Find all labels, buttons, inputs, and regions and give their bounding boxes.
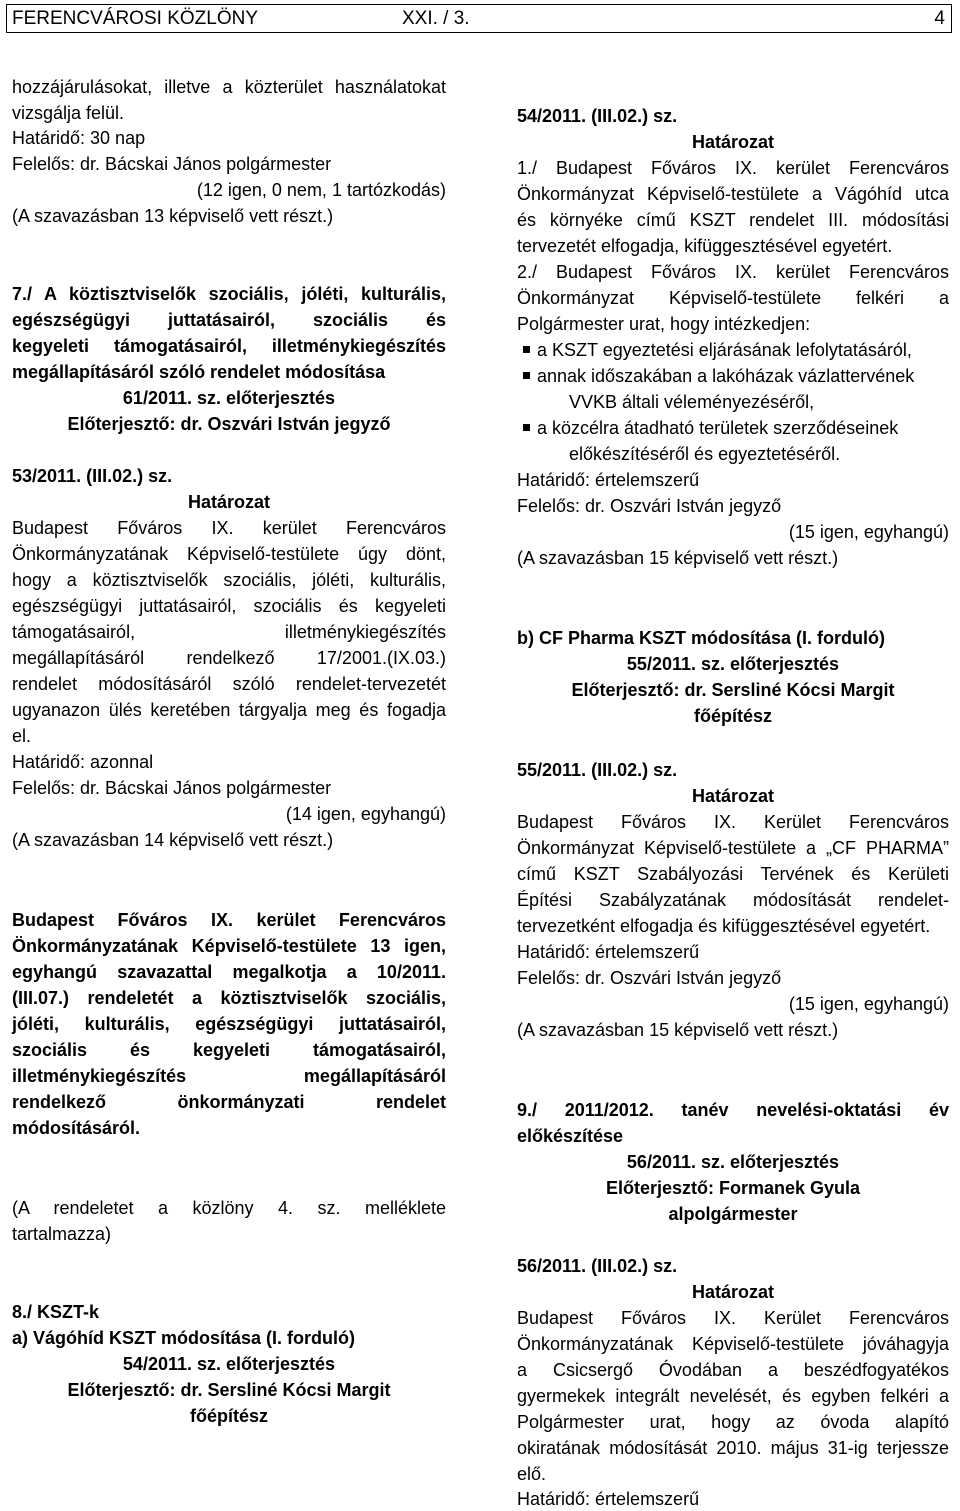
page-number: 4 xyxy=(934,8,945,29)
bullet-continuation: VVKB általi véleményezéséről, xyxy=(569,392,815,412)
text-line: tervezetét elfogadja, kifüggesztésével egyetért. xyxy=(517,236,893,256)
responsible: Felelős: dr. Bácskai János polgármester xyxy=(12,778,332,798)
proposer: Előterjesztő: Formanek Gyula xyxy=(605,1178,861,1198)
text-line: támogatásairól, illetménykiegészítés xyxy=(12,622,446,642)
bullet-continuation: előkészítéséről és egyeztetéséről. xyxy=(569,444,841,464)
resolution-number: 53/2011. (III.02.) sz. xyxy=(12,466,173,486)
agenda-item-title: 8./ KSZT-k xyxy=(12,1302,100,1322)
responsible: Felelős: dr. Oszvári István jegyző xyxy=(517,968,782,988)
regulation-text: egyhangú szavazattal megalkotja a 10/2011. xyxy=(12,962,446,982)
regulation-text: jóléti, kulturális, egészségügyi juttatásairól, xyxy=(12,1014,446,1034)
text-line: ugyanazon ülés keretében tárgyalja meg és fogadja xyxy=(12,700,446,720)
text-line: Polgármester urat, hogy intézkedjen: xyxy=(517,314,811,334)
text-line: hozzájárulásokat, illetve a közterület használatokat xyxy=(12,77,446,97)
text-line: Önkormányzatának Képviselő-testülete úgy dönt, xyxy=(12,544,446,564)
annex-note: (A rendeletet a közlöny 4. sz. melléklete xyxy=(12,1198,446,1218)
vote-result: (15 igen, egyhangú) xyxy=(788,994,949,1014)
text-line: 2./ Budapest Főváros IX. kerület Ferencváros xyxy=(517,262,949,282)
deadline: Határidő: 30 nap xyxy=(12,128,146,148)
proposer-title: alpolgármester xyxy=(668,1204,798,1224)
deadline: Határidő: értelemszerű xyxy=(517,1489,700,1509)
text-line: című KSZT Szabályozási Tervének és Kerületi xyxy=(517,864,949,884)
regulation-text: szociális és kegyeleti támogatásairól, xyxy=(12,1040,446,1060)
vote-result: (14 igen, egyhangú) xyxy=(285,804,446,824)
text-line: Polgármester urat, hogy az óvoda alapító xyxy=(517,1412,949,1432)
proposal-number: 56/2011. sz. előterjesztés xyxy=(626,1152,840,1172)
text-line: Építési Szabályzatának módosítását rendelet- xyxy=(517,890,949,910)
text-line: Budapest Főváros IX. kerület Ferencváros xyxy=(12,518,446,538)
text-line: tervezetként elfogadja és kifüggesztésével egyetért. xyxy=(517,916,931,936)
sub-item-title: b) CF Pharma KSZT módosítása (I. forduló) xyxy=(517,628,886,648)
bullet-item: annak időszakában a lakóházak vázlattervének xyxy=(517,364,949,388)
proposer: Előterjesztő: dr. Sersliné Kócsi Margit xyxy=(571,680,895,700)
text-line: elő. xyxy=(517,1464,547,1484)
responsible: Felelős: dr. Oszvári István jegyző xyxy=(517,496,782,516)
issue-number: XXI. / 3. xyxy=(402,8,470,29)
text-line: és környéke című KSZT rendelet III. módosítási xyxy=(517,210,949,230)
resolution-number: 56/2011. (III.02.) sz. xyxy=(517,1256,678,1276)
text-line: Önkormányzat Képviselő-testülete a Vágóhíd utca xyxy=(517,184,949,204)
resolution-heading: Határozat xyxy=(691,132,775,152)
publication-title: FERENCVÁROSI KÖZLÖNY xyxy=(12,8,258,29)
agenda-item-title: kegyeleti támogatásairól, illetménykiegészítés xyxy=(12,336,446,356)
proposer-title: főépítész xyxy=(693,706,772,726)
agenda-item-title: megállapításáról szóló rendelet módosítása xyxy=(12,362,386,382)
text-line: rendelet módosításáról szóló rendelet-tervezetét xyxy=(12,674,446,694)
resolution-heading: Határozat xyxy=(691,1282,775,1302)
proposer-title: főépítész xyxy=(189,1406,268,1426)
text-line: el. xyxy=(12,726,32,746)
annex-note: tartalmazza) xyxy=(12,1224,112,1244)
text-line: vizsgálja felül. xyxy=(12,103,125,123)
resolution-number: 55/2011. (III.02.) sz. xyxy=(517,760,678,780)
agenda-item-title: egészségügyi juttatásairól, szociális és xyxy=(12,310,446,330)
text-line: megállapításáról rendelkező 17/2001.(IX.03.) xyxy=(12,648,446,668)
regulation-text: módosításáról. xyxy=(12,1118,141,1138)
proposal-number: 61/2011. sz. előterjesztés xyxy=(122,388,336,408)
agenda-item-title: előkészítése xyxy=(517,1126,624,1146)
text-line: Budapest Főváros IX. Kerület Ferencváros xyxy=(517,812,949,832)
proposal-number: 55/2011. sz. előterjesztés xyxy=(626,654,840,674)
proposal-number: 54/2011. sz. előterjesztés xyxy=(122,1354,336,1374)
bullet-item: a KSZT egyeztetési eljárásának lefolytatásáról, xyxy=(517,338,949,362)
bullet-item: a közcélra átadható területek szerződéseinek xyxy=(517,416,949,440)
text-line: hogy a köztisztviselők szociális, jóléti, kulturális, xyxy=(12,570,446,590)
agenda-item-title: 7./ A köztisztviselők szociális, jóléti, kulturális, xyxy=(12,284,446,304)
regulation-text: Önkormányzatának Képviselő-testülete 13 igen, xyxy=(12,936,446,956)
resolution-number: 54/2011. (III.02.) sz. xyxy=(517,106,678,126)
agenda-item-title: 9./ 2011/2012. tanév nevelési-oktatási év xyxy=(517,1100,949,1120)
vote-result: (15 igen, egyhangú) xyxy=(788,522,949,542)
page-header xyxy=(6,4,952,33)
regulation-text: rendelkező önkormányzati rendelet xyxy=(12,1092,446,1112)
vote-result: (12 igen, 0 nem, 1 tartózkodás) xyxy=(196,180,446,200)
text-line: Önkormányzatának Képviselő-testülete jóváhagyja xyxy=(517,1334,949,1354)
vote-participants: (A szavazásban 15 képviselő vett részt.) xyxy=(517,548,839,568)
deadline: Határidő: értelemszerű xyxy=(517,470,700,490)
responsible: Felelős: dr. Bácskai János polgármester xyxy=(12,154,332,174)
regulation-text: (III.07.) rendeletét a köztisztviselők szociális, xyxy=(12,988,446,1008)
vote-participants: (A szavazásban 14 képviselő vett részt.) xyxy=(12,830,334,850)
text-line: a Csicsergő Óvodában a beszédfogyatékos xyxy=(517,1360,949,1380)
vote-participants: (A szavazásban 15 képviselő vett részt.) xyxy=(517,1020,839,1040)
text-line: gyermekek integrált nevelését, és egyben felkéri a xyxy=(517,1386,949,1406)
text-line: okiratának módosítását 2010. május 31-ig terjessze xyxy=(517,1438,949,1458)
text-line: egészségügyi juttatásairól, szociális és kegyeleti xyxy=(12,596,446,616)
text-line: Önkormányzat Képviselő-testülete a „CF PHARMA” xyxy=(517,838,949,858)
deadline: Határidő: értelemszerű xyxy=(517,942,700,962)
deadline: Határidő: azonnal xyxy=(12,752,154,772)
regulation-text: Budapest Főváros IX. kerület Ferencváros xyxy=(12,910,446,930)
sub-item-title: a) Vágóhíd KSZT módosítása (I. forduló) xyxy=(12,1328,356,1348)
text-line: 1./ Budapest Főváros IX. kerület Ferencváros xyxy=(517,158,949,178)
vote-participants: (A szavazásban 13 képviselő vett részt.) xyxy=(12,206,334,226)
text-line: Budapest Főváros IX. Kerület Ferencváros xyxy=(517,1308,949,1328)
proposer: Előterjesztő: dr. Oszvári István jegyző xyxy=(67,414,391,434)
text-line: Önkormányzat Képviselő-testülete felkéri a xyxy=(517,288,949,308)
resolution-heading: Határozat xyxy=(691,786,775,806)
regulation-text: illetménykiegészítés megállapításáról xyxy=(12,1066,446,1086)
proposer: Előterjesztő: dr. Sersliné Kócsi Margit xyxy=(67,1380,391,1400)
resolution-heading: Határozat xyxy=(187,492,271,512)
